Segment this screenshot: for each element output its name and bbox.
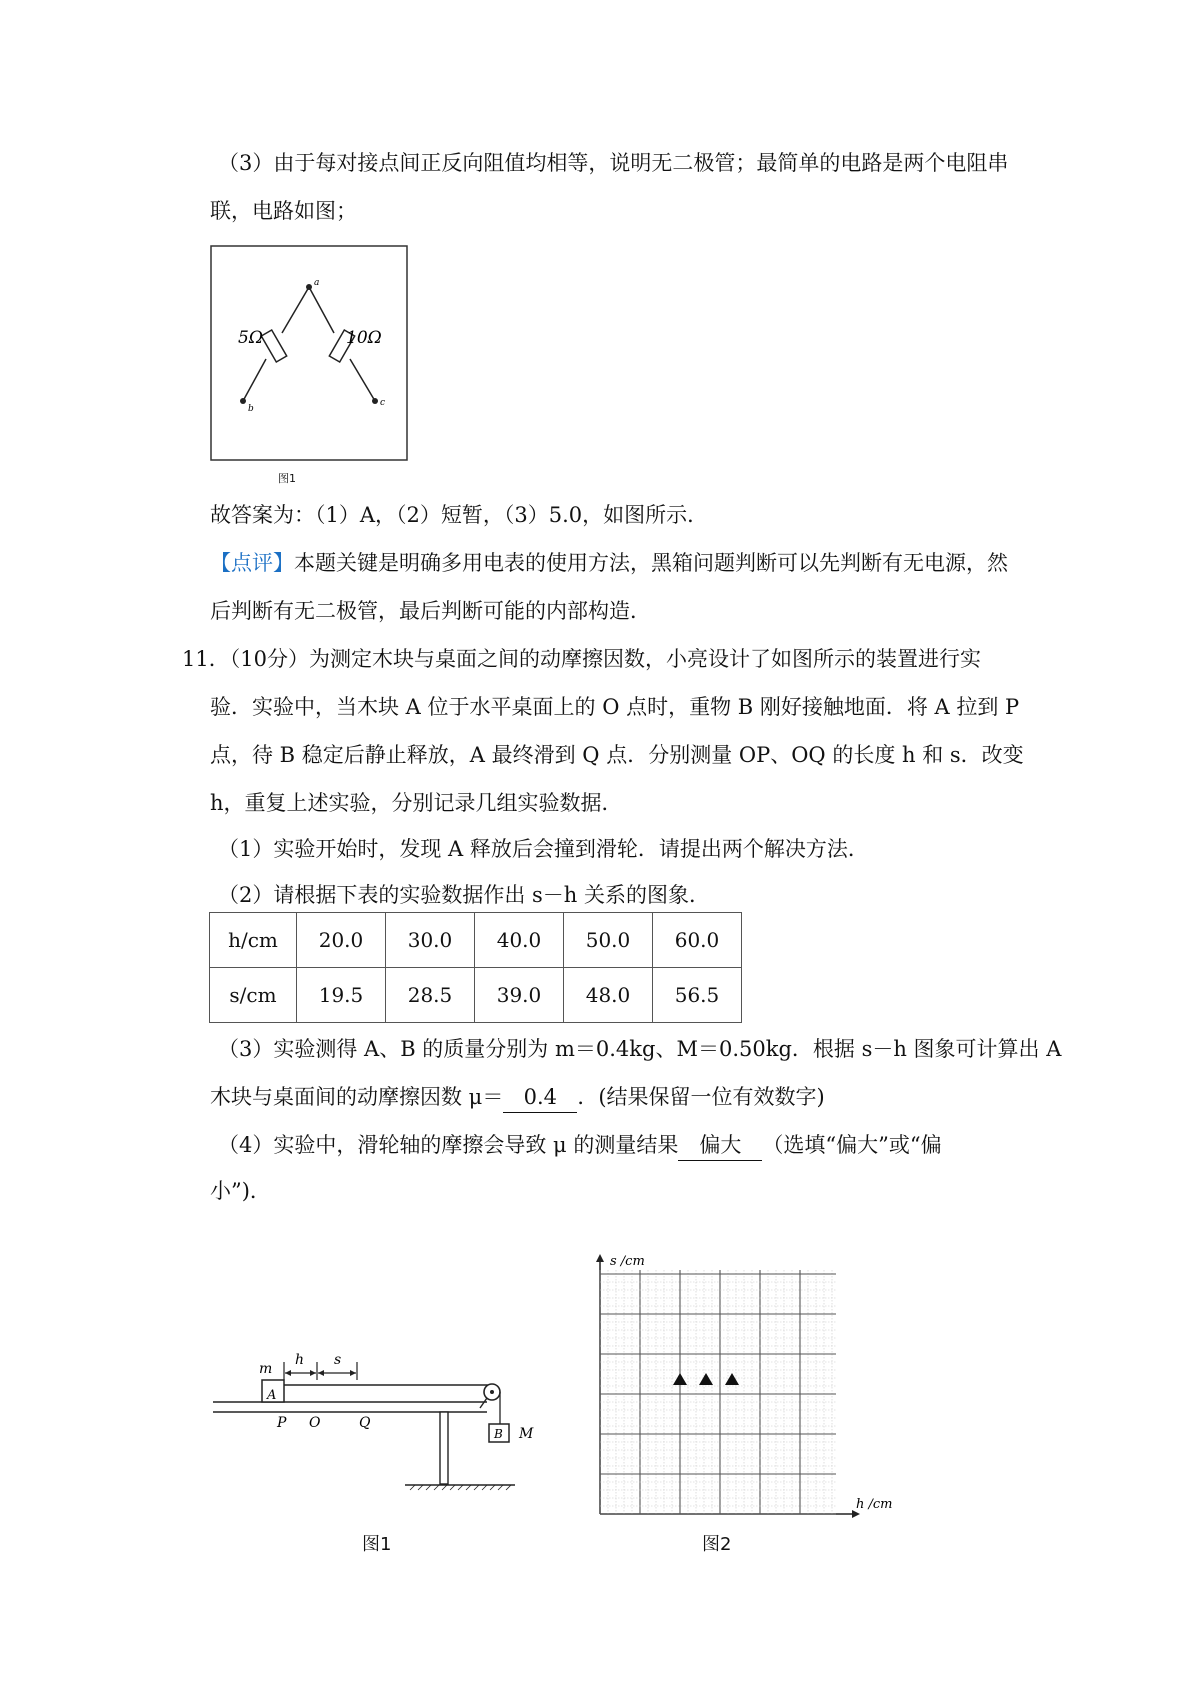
label-A: A (267, 1388, 277, 1403)
triangle-marker (725, 1373, 739, 1385)
q11-line3: 点，待 B 稳定后静止释放，A 最终滑到 Q 点．分别测量 OP、OQ 的长度 h 和 s．改变 (210, 743, 1024, 767)
comment-line1 (210, 548, 1008, 578)
data-table (209, 912, 742, 1023)
fig2-caption: 图2 (702, 1534, 732, 1555)
table-cell: 28.5 (386, 968, 475, 1023)
q11-sub1: （1）实验开始时，发现 A 释放后会撞到滑轮．请提出两个解决方法． (218, 837, 869, 861)
table-cell: 56.5 (653, 968, 742, 1023)
comment-tag: 【点评】 (210, 551, 294, 575)
sub4-post: （选填“偏大”或“偏 (762, 1133, 942, 1157)
label-s: s (334, 1352, 342, 1368)
q11-sub2: （2）请根据下表的实验数据作出 s－h 关系的图象． (218, 883, 711, 907)
node-a-dot (306, 284, 312, 290)
label-B: B (494, 1427, 503, 1441)
table-cell: 48.0 (564, 968, 653, 1023)
r1-label: 5Ω (238, 328, 263, 348)
table-row (210, 913, 742, 968)
node-b-dot (240, 398, 246, 404)
label-O: O (309, 1415, 321, 1431)
sub4-answer: 偏大 (678, 1130, 762, 1161)
table-cell: 30.0 (386, 913, 475, 968)
q11-sub4-line2: 小”)． (210, 1179, 271, 1203)
node-a-label: a (314, 278, 320, 288)
label-m: m (259, 1361, 273, 1377)
apparatus-figure (205, 1340, 555, 1500)
q11-sub4-line1 (218, 1130, 942, 1161)
label-P: P (277, 1415, 287, 1431)
circuit-caption: 图1 (278, 472, 296, 485)
label-Q: Q (359, 1415, 371, 1431)
part3-line2: 联，电路如图； (210, 199, 357, 223)
table-cell: 40.0 (475, 913, 564, 968)
q11-line4: h，重复上述实验，分别记录几组实验数据． (210, 791, 623, 815)
fig2-ylabel: s /cm (610, 1254, 645, 1269)
q11-line1: 11．（10分）为测定木块与桌面之间的动摩擦因数，小亮设计了如图所示的装置进行实 (182, 647, 981, 671)
sub3-answer: 0.4 (503, 1082, 577, 1113)
triangle-marker (699, 1373, 713, 1385)
table-cell: 39.0 (475, 968, 564, 1023)
q11-line2: 验．实验中，当木块 A 位于水平桌面上的 O 点时，重物 B 刚好接触地面．将 A 拉到 P (210, 695, 1020, 719)
table-cell: 60.0 (653, 913, 742, 968)
fig1-caption: 图1 (362, 1534, 392, 1555)
fig2-xlabel: h /cm (856, 1497, 893, 1512)
circuit-figure (210, 245, 408, 461)
sub3-pre: 木块与桌面间的动摩擦因数 μ＝ (210, 1085, 504, 1109)
answer-line: 故答案为：（1）A，（2）短暂，（3）5.0，如图所示． (210, 503, 709, 527)
table-cell: 50.0 (564, 913, 653, 968)
comment-line2: 后判断有无二极管，最后判断可能的内部构造． (210, 599, 651, 623)
node-c-label: c (380, 398, 386, 408)
sub4-pre: （4）实验中，滑轮轴的摩擦会导致 μ 的测量结果 (218, 1133, 679, 1157)
table-cell: 19.5 (297, 968, 386, 1023)
label-M: M (519, 1426, 534, 1442)
r2-label: 10Ω (346, 328, 382, 348)
table-cell: s/cm (210, 968, 297, 1023)
sub3-post: ．(结果保留一位有效数字) (577, 1085, 825, 1109)
part3-line1: （3）由于每对接点间正反向阻值均相等，说明无二极管；最简单的电路是两个电阻串 (218, 151, 1009, 175)
node-b-label: b (248, 404, 254, 414)
q11-sub3-line2 (210, 1082, 825, 1113)
table-row (210, 968, 742, 1023)
q11-sub3-line1: （3）实验测得 A、B 的质量分别为 m＝0.4kg、M＝0.50kg．根据 s－h 图象可计算出 A (218, 1037, 1062, 1061)
comment-text1: 本题关键是明确多用电表的使用方法，黑箱问题判断可以先判断有无电源，然 (294, 551, 1008, 575)
triangle-marker (673, 1373, 687, 1385)
table-cell: 20.0 (297, 913, 386, 968)
label-h: h (295, 1352, 305, 1368)
grid-figure (596, 1250, 896, 1530)
node-c-dot (372, 398, 378, 404)
table-cell: h/cm (210, 913, 297, 968)
